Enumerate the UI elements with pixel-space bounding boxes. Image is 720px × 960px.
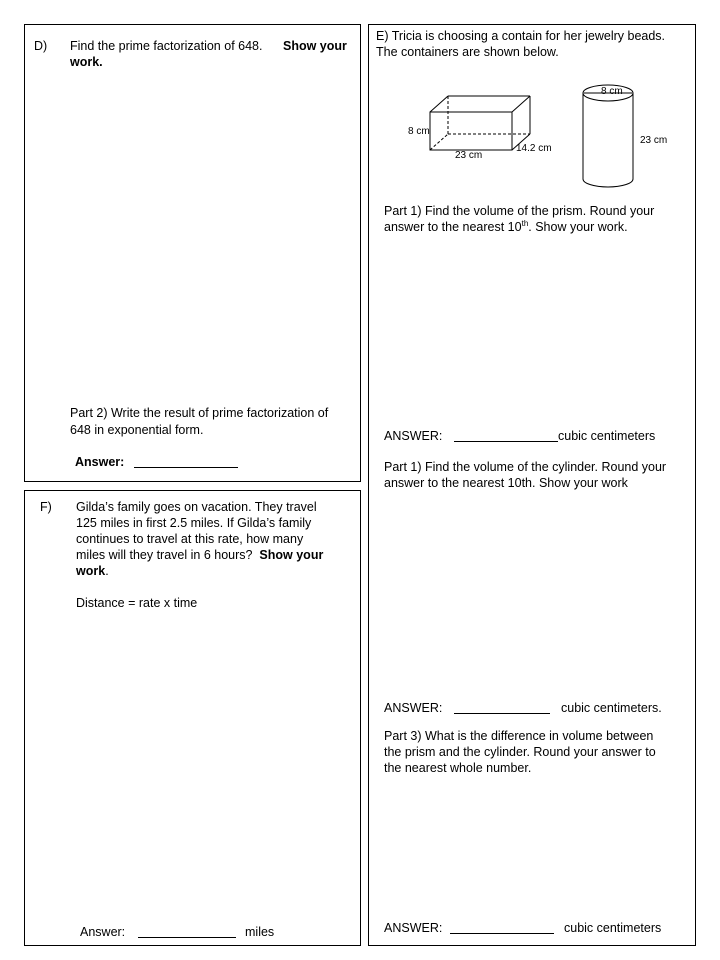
problem-e-intro-line2: The containers are shown below. <box>376 45 559 59</box>
problem-e-part3-line2: the prism and the cylinder. Round your answer to <box>384 745 656 759</box>
problem-f-formula: Distance = rate x time <box>76 596 198 610</box>
prism-length-label: 23 cm <box>455 150 483 161</box>
problem-e-answer1-unit: cubic centimeters <box>558 429 656 443</box>
problem-f-line3: continues to travel at this rate, how many <box>76 532 304 546</box>
problem-f-letter: F) <box>40 500 52 514</box>
problem-e-answer3-unit: cubic centimeters <box>564 921 662 935</box>
superscript-th: th <box>521 218 529 228</box>
cylinder-height-label: 23 cm <box>640 135 668 146</box>
problem-d-answer-blank[interactable] <box>134 455 238 468</box>
cylinder-diameter-label: 8 cm <box>601 86 623 97</box>
problem-e-answer1-blank[interactable] <box>454 429 558 442</box>
problem-e-intro-line1: E) Tricia is choosing a contain for her jewelry beads. <box>376 29 666 43</box>
problem-d-part2-line1: Part 2) Write the result of prime factorization of <box>70 406 329 420</box>
problem-f-answer-unit: miles <box>245 925 275 939</box>
problem-e-part1b-line1: Part 1) Find the volume of the cylinder. Round your <box>384 460 667 474</box>
cylinder-figure <box>580 83 636 189</box>
problem-f-answer-label: Answer: <box>80 925 126 939</box>
problem-f-answer-blank[interactable] <box>138 925 236 938</box>
prism-width-label: 14.2 cm <box>516 143 552 154</box>
problem-d-part2-line2: 648 in exponential form. <box>70 423 204 437</box>
problem-e-answer2-blank[interactable] <box>454 701 550 714</box>
problem-e-answer2-unit: cubic centimeters. <box>561 701 662 715</box>
problem-d-letter: D) <box>34 39 48 53</box>
problem-f-line2: 125 miles in first 2.5 miles. If Gilda’s family <box>76 516 312 530</box>
problem-d-prompt: Find the prime factorization of 648. <box>70 39 263 53</box>
prism-height-label: 8 cm <box>408 126 430 137</box>
problem-e-part3-line3: the nearest whole number. <box>384 761 532 775</box>
problem-d-answer-label: Answer: <box>75 455 125 469</box>
problem-e-answer1-label: ANSWER: <box>384 429 443 443</box>
rectangular-prism-figure <box>425 94 535 174</box>
problem-f-line1: Gilda’s family goes on vacation. They travel <box>76 500 317 514</box>
problem-e-answer2-label: ANSWER: <box>384 701 443 715</box>
problem-e-answer3-label: ANSWER: <box>384 921 443 935</box>
problem-f-line5: work. <box>76 564 109 578</box>
problem-d-emphasis: Show your work. <box>70 39 347 69</box>
problem-e-part1a-line2: answer to the nearest 10th. Show your work. <box>384 218 628 234</box>
problem-e-part1a-line1: Part 1) Find the volume of the prism. Round your <box>384 204 655 218</box>
problem-e-part3-line1: Part 3) What is the difference in volume between <box>384 729 654 743</box>
problem-f-line4: miles will they travel in 6 hours? Show your <box>76 548 324 562</box>
problem-e-part1b-line2: answer to the nearest 10th. Show your work <box>384 476 628 490</box>
problem-e-answer3-blank[interactable] <box>450 921 554 934</box>
